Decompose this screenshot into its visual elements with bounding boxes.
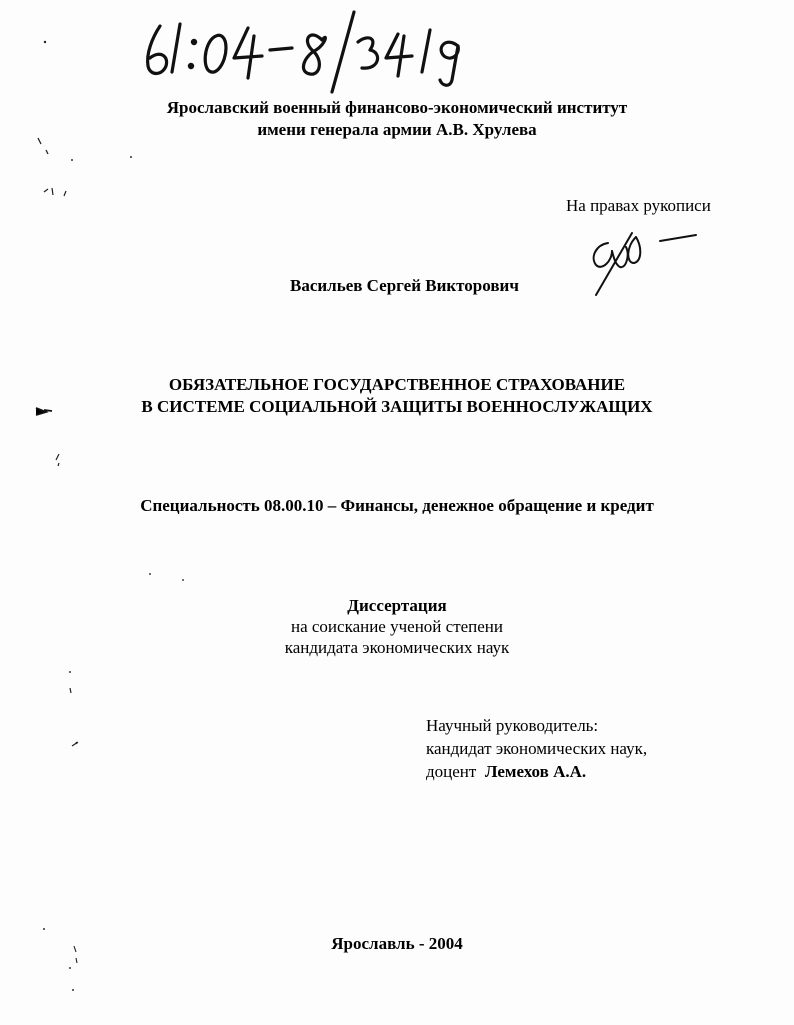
handwritten-archive-code: [136, 6, 496, 98]
manuscript-rights-note: На правах рукописи: [566, 196, 711, 215]
institute-line-1: Ярославский военный финансово-экономический институт: [166, 98, 628, 117]
supervisor-name: Лемехов А.А.: [484, 762, 587, 781]
dissertation-title: [0, 374, 794, 418]
dissertation-heading: Диссертация: [347, 596, 447, 615]
city-year: Ярославль - 2004: [331, 934, 463, 953]
specialty-line: Специальность 08.00.10 – Финансы, денежное обращение и кредит: [140, 496, 654, 515]
degree-line-2: кандидата экономических наук: [284, 638, 510, 657]
degree-statement: [0, 595, 794, 658]
supervisor-title-prefix: доцент: [426, 762, 477, 781]
degree-line-1: на соискание ученой степени: [290, 617, 504, 636]
author-signature: [582, 225, 700, 297]
institute-line-2: имени генерала армии А.В. Хрулева: [257, 120, 537, 139]
supervisor-label: Научный руководитель:: [426, 716, 599, 735]
supervisor-title-line: [426, 760, 647, 783]
supervisor-block: [426, 714, 647, 783]
supervisor-degree: кандидат экономических наук,: [426, 739, 648, 758]
title-line-2: В СИСТЕМЕ СОЦИАЛЬНОЙ ЗАЩИТЫ ВОЕННОСЛУЖАЩИХ: [141, 397, 653, 416]
title-line-1: ОБЯЗАТЕЛЬНОЕ ГОСУДАРСТВЕННОЕ СТРАХОВАНИЕ: [168, 375, 626, 394]
institute-name: [0, 97, 794, 141]
author-name: Васильев Сергей Викторович: [290, 276, 519, 295]
